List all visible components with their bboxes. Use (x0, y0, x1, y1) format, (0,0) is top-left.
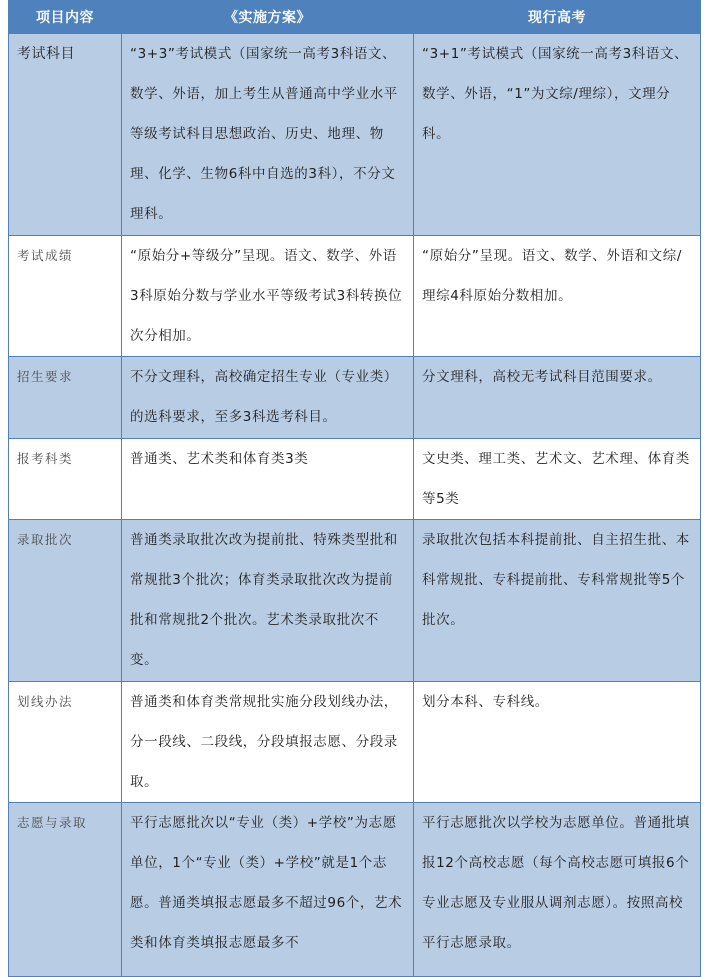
row-plan-cell (122, 520, 414, 682)
table-header-row (9, 1, 701, 34)
header-implementation-plan: 《实施方案》 (122, 1, 414, 34)
table-row-applications-and-admission (9, 803, 701, 977)
row-item-text: 考试科目 (17, 46, 75, 62)
row-item-text: 志愿与录取 (17, 815, 88, 830)
row-plan-text: “原始分+等级分”呈现。语文、数学、外语3科原始分数与学业水平等级考试3科转换位次分相加。 (130, 248, 403, 344)
row-plan-text: “3+3”考试模式（国家统一高考3科语文、数学、外语，加上考生从普通高中学业水平等级考试科目思想政治、历史、地理、物理、化学、生物6科中自选的3科），不分文理科。 (130, 46, 398, 222)
row-item-text: 招生要求 (17, 369, 74, 384)
row-plan-text: 普通类录取批次改为提前批、特殊类型批和常规批3个批次；体育类录取批次改为提前批和常规批2个批次。艺术类录取批次不变。 (130, 532, 398, 668)
row-plan-cell (122, 34, 414, 236)
row-plan-cell (122, 357, 414, 439)
row-item-label (9, 357, 122, 439)
row-item-label (9, 34, 122, 236)
row-current-text: “3+1”考试模式（国家统一高考3科语文、数学、外语，“1”为文综/理综），文理分科。 (422, 46, 689, 142)
row-plan-cell (122, 236, 414, 357)
row-item-text: 录取批次 (17, 532, 74, 547)
row-current-cell (414, 439, 701, 520)
row-current-cell (414, 357, 701, 439)
row-current-text: 划分本科、专科线。 (422, 694, 549, 710)
row-item-label (9, 682, 122, 803)
table-row-admission-requirements (9, 357, 701, 439)
row-current-text: 文史类、理工类、艺术文、艺术理、体育类等5类 (422, 451, 690, 507)
row-current-cell (414, 236, 701, 357)
row-current-cell (414, 520, 701, 682)
table-row-cutoff-method (9, 682, 701, 803)
table-row-exam-scores (9, 236, 701, 357)
table-row-admission-batches (9, 520, 701, 682)
row-current-text: 分文理科，高校无考试科目范围要求。 (422, 369, 662, 385)
row-current-cell (414, 34, 701, 236)
row-current-cell (414, 682, 701, 803)
row-item-text: 划线办法 (17, 694, 74, 709)
row-item-label (9, 236, 122, 357)
row-current-text: 录取批次包括本科提前批、自主招生批、本科常规批、专科提前批、专科常规批等5个批次。 (422, 532, 690, 628)
comparison-table (8, 0, 701, 977)
row-plan-text: 普通类、艺术类和体育类3类 (130, 451, 309, 467)
header-current-gaokao: 现行高考 (414, 1, 701, 34)
table-row-application-categories (9, 439, 701, 520)
row-plan-cell (122, 682, 414, 803)
row-item-label (9, 439, 122, 520)
row-plan-text: 平行志愿批次以“专业（类）+学校”为志愿单位，1个“专业（类）+学校”就是1个志愿。普通类填报志愿最多不超过96个，艺术类和体育类填报志愿最多不 (130, 815, 403, 951)
row-plan-text: 不分文理科，高校确定招生专业（专业类）的选科要求，至多3科选考科目。 (130, 369, 398, 425)
row-item-label (9, 803, 122, 977)
row-plan-cell (122, 439, 414, 520)
row-current-text: “原始分”呈现。语文、数学、外语和文综/理综4科原始分数相加。 (422, 248, 683, 304)
row-item-text: 考试成绩 (17, 248, 74, 263)
row-plan-text: 普通类和体育类常规批实施分段划线办法，分一段线、二段线，分段填报志愿、分段录取。 (130, 694, 398, 790)
row-current-text: 平行志愿批次以学校为志愿单位。普通批填报12个高校志愿（每个高校志愿可填报6个专业志愿及专业服从调剂志愿）。按照高校平行志愿录取。 (422, 815, 690, 951)
row-plan-cell (122, 803, 414, 977)
table-row-exam-subjects (9, 34, 701, 236)
header-item-content: 项目内容 (9, 1, 122, 34)
row-item-text: 报考科类 (17, 451, 74, 466)
row-item-label (9, 520, 122, 682)
row-current-cell (414, 803, 701, 977)
